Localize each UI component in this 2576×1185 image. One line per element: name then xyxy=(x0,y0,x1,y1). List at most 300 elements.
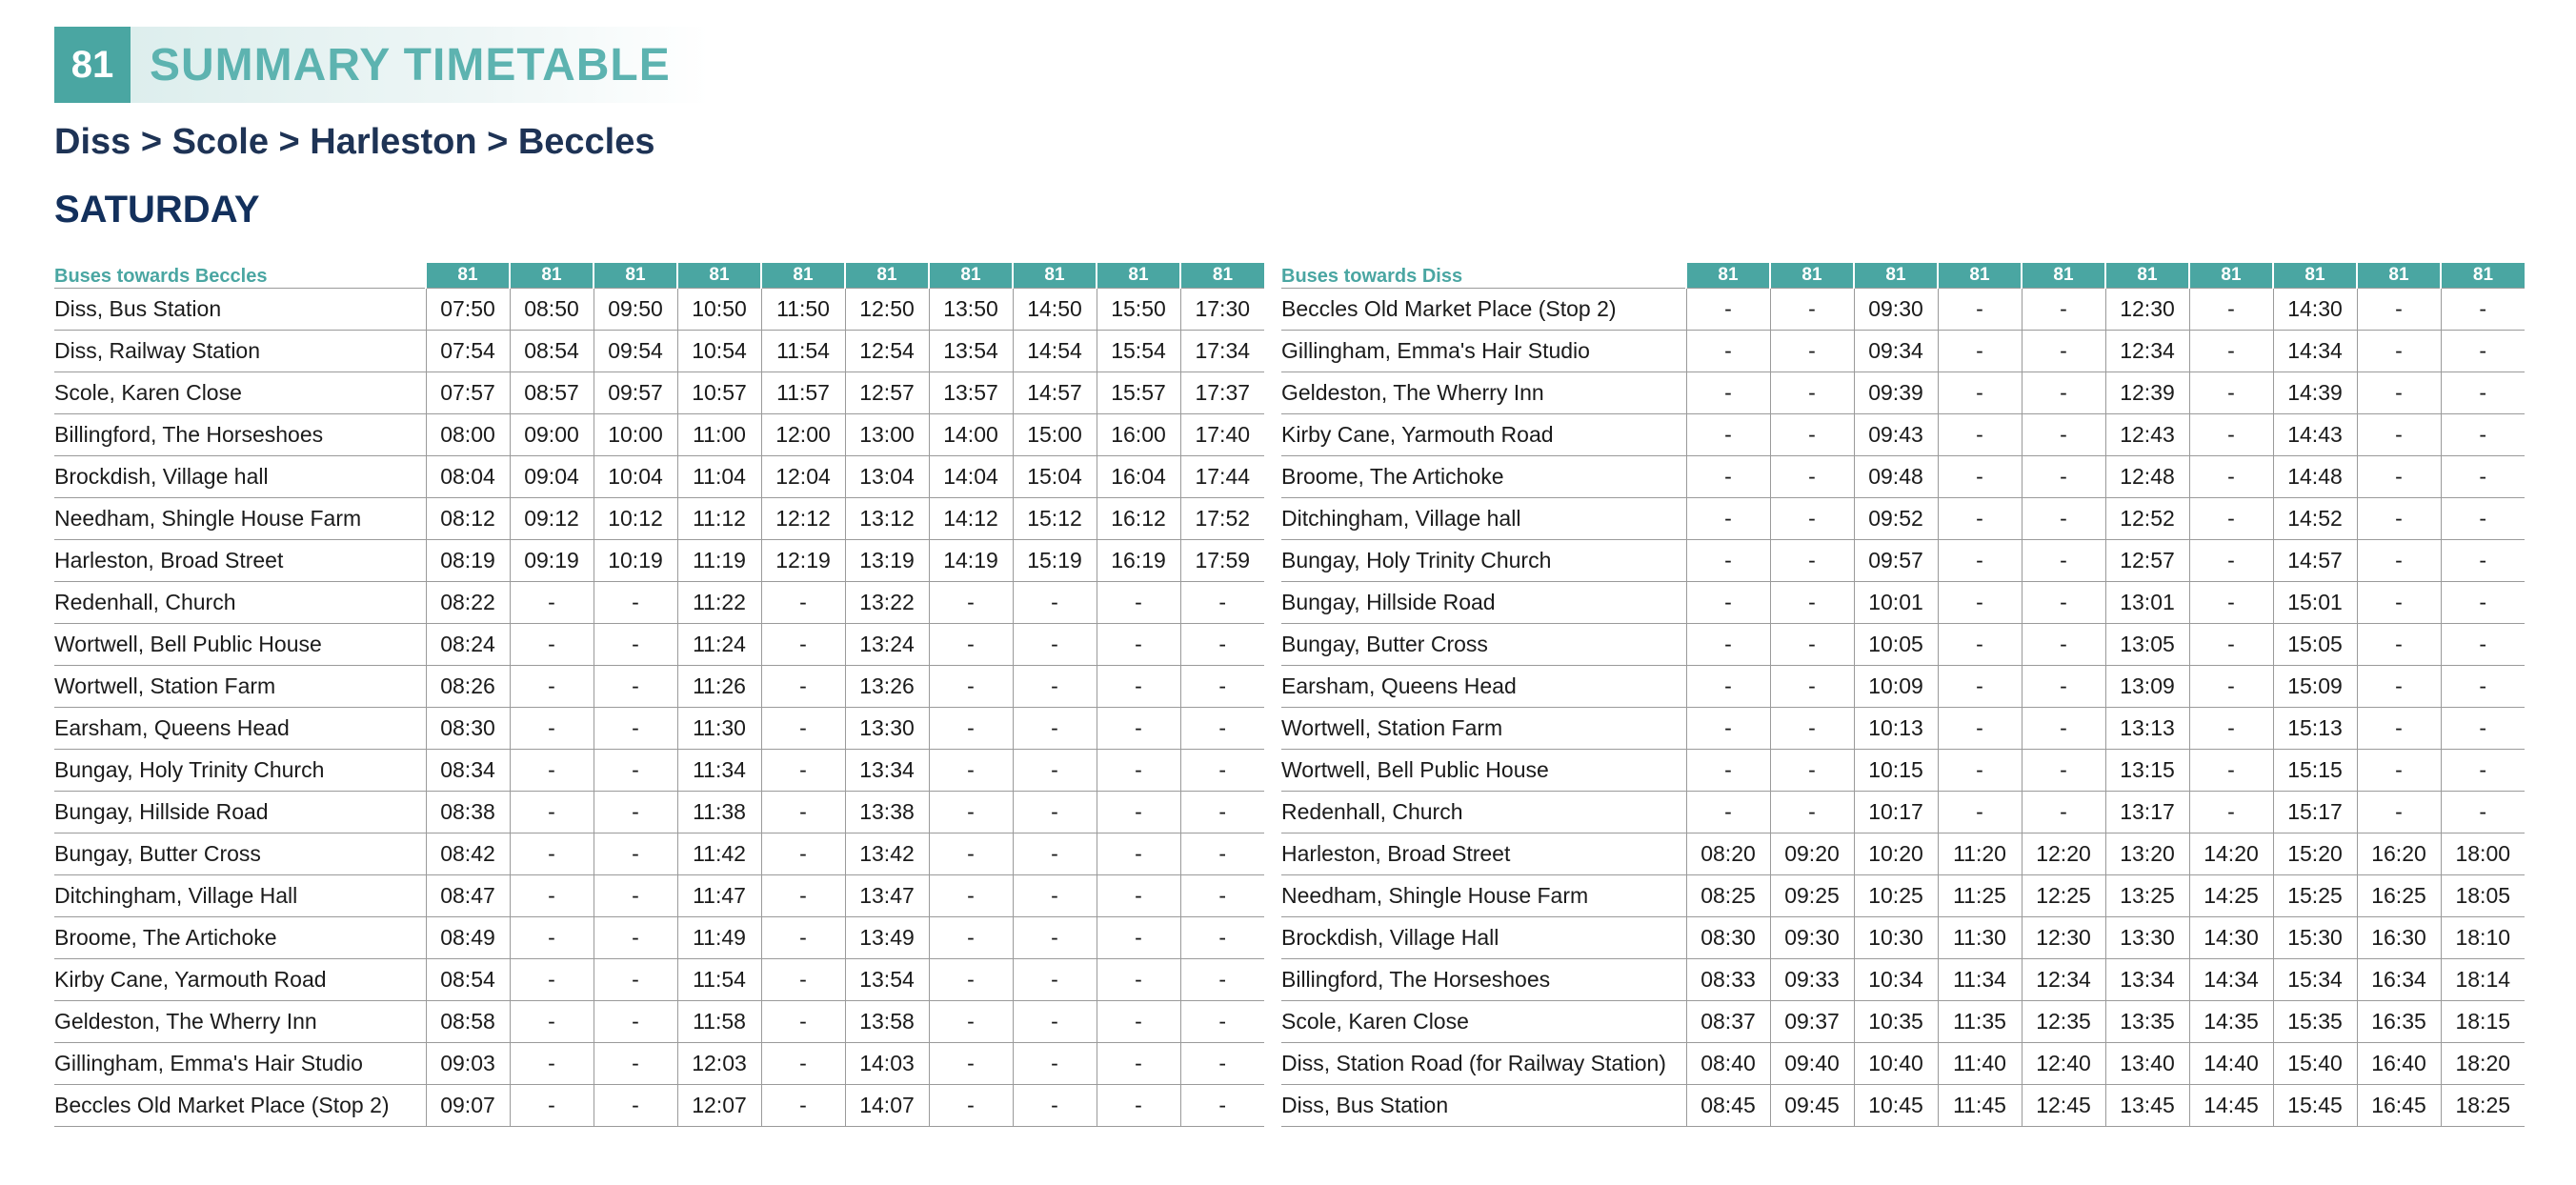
departure-time: 13:42 xyxy=(845,834,929,875)
stop-name: Wortwell, Bell Public House xyxy=(1281,750,1686,792)
departure-time: 08:20 xyxy=(1686,834,1770,875)
departure-time: 14:30 xyxy=(2273,289,2357,331)
departure-time: - xyxy=(1938,792,2022,834)
departure-time: - xyxy=(2022,708,2105,750)
departure-time: - xyxy=(1097,959,1180,1001)
departure-time: 12:19 xyxy=(761,540,845,582)
departure-time: - xyxy=(1770,708,1854,750)
departure-time: - xyxy=(2022,582,2105,624)
departure-time: 09:00 xyxy=(510,414,594,456)
table-row xyxy=(54,1001,1264,1043)
stop-name: Broome, The Artichoke xyxy=(1281,456,1686,498)
departure-time: 11:26 xyxy=(677,666,761,708)
table-row xyxy=(1281,540,2525,582)
departure-time: - xyxy=(1686,414,1770,456)
departure-time: - xyxy=(1097,834,1180,875)
departure-time: - xyxy=(2022,540,2105,582)
departure-time: 17:40 xyxy=(1180,414,1264,456)
timetable-header xyxy=(54,27,709,103)
departure-time: 18:00 xyxy=(2441,834,2525,875)
departure-time: - xyxy=(2441,498,2525,540)
departure-time: - xyxy=(2441,708,2525,750)
departure-time: 09:33 xyxy=(1770,959,1854,1001)
departure-time: 14:54 xyxy=(1013,331,1097,372)
departure-time: 15:00 xyxy=(1013,414,1097,456)
departure-time: 13:15 xyxy=(2105,750,2189,792)
departure-time: - xyxy=(2022,498,2105,540)
table-body xyxy=(54,289,1264,1127)
departure-time: 11:57 xyxy=(761,372,845,414)
departure-time: - xyxy=(510,666,594,708)
timetable-towards-beccles xyxy=(54,263,1264,1127)
departure-time: - xyxy=(1770,540,1854,582)
departure-time: - xyxy=(1938,289,2022,331)
departure-time: 16:40 xyxy=(2357,1043,2441,1085)
departure-time: - xyxy=(1770,792,1854,834)
departure-time: - xyxy=(1938,372,2022,414)
departure-time: - xyxy=(1686,666,1770,708)
departure-time: 10:12 xyxy=(594,498,677,540)
departure-time: 09:34 xyxy=(1854,331,1938,372)
departure-time: - xyxy=(1770,666,1854,708)
departure-time: - xyxy=(1938,666,2022,708)
departure-time: 15:45 xyxy=(2273,1085,2357,1127)
departure-time: 08:30 xyxy=(426,708,510,750)
table-row xyxy=(54,582,1264,624)
departure-time: - xyxy=(1180,917,1264,959)
departure-time: - xyxy=(2357,498,2441,540)
departure-time: - xyxy=(1097,1085,1180,1127)
departure-time: 14:07 xyxy=(845,1085,929,1127)
departure-time: - xyxy=(2441,372,2525,414)
departure-time: - xyxy=(594,959,677,1001)
stop-name: Diss, Railway Station xyxy=(54,331,426,372)
departure-time: - xyxy=(2189,708,2273,750)
departure-time: 14:12 xyxy=(929,498,1013,540)
table-row xyxy=(1281,708,2525,750)
table-row xyxy=(54,834,1264,875)
departure-time: 09:03 xyxy=(426,1043,510,1085)
departure-time: - xyxy=(1097,792,1180,834)
departure-time: 11:54 xyxy=(761,331,845,372)
departure-time: 17:52 xyxy=(1180,498,1264,540)
table-row xyxy=(54,540,1264,582)
stop-name: Needham, Shingle House Farm xyxy=(54,498,426,540)
route-column-header: 81 xyxy=(2189,263,2273,289)
departure-time: - xyxy=(2357,582,2441,624)
departure-time: - xyxy=(1938,708,2022,750)
departure-time: 08:54 xyxy=(426,959,510,1001)
departure-time: - xyxy=(2022,331,2105,372)
departure-time: 10:04 xyxy=(594,456,677,498)
departure-time: - xyxy=(510,582,594,624)
table-row xyxy=(1281,372,2525,414)
departure-time: - xyxy=(2189,372,2273,414)
departure-time: 14:25 xyxy=(2189,875,2273,917)
departure-time: - xyxy=(1180,708,1264,750)
route-column-header: 81 xyxy=(677,263,761,289)
departure-time: 11:30 xyxy=(1938,917,2022,959)
table-row xyxy=(54,708,1264,750)
departure-time: 08:24 xyxy=(426,624,510,666)
departure-time: - xyxy=(2189,582,2273,624)
departure-time: 10:15 xyxy=(1854,750,1938,792)
departure-time: 16:34 xyxy=(2357,959,2441,1001)
departure-time: 14:50 xyxy=(1013,289,1097,331)
departure-time: 12:50 xyxy=(845,289,929,331)
departure-time: 12:30 xyxy=(2105,289,2189,331)
departure-time: 13:38 xyxy=(845,792,929,834)
stop-name: Bungay, Hillside Road xyxy=(54,792,426,834)
departure-time: - xyxy=(2357,540,2441,582)
departure-time: 12:34 xyxy=(2105,331,2189,372)
stop-name: Wortwell, Bell Public House xyxy=(54,624,426,666)
table-row xyxy=(54,456,1264,498)
departure-time: 13:49 xyxy=(845,917,929,959)
departure-time: - xyxy=(1013,1001,1097,1043)
departure-time: 16:20 xyxy=(2357,834,2441,875)
departure-time: 09:37 xyxy=(1770,1001,1854,1043)
route-column-header: 81 xyxy=(1686,263,1770,289)
stop-name: Scole, Karen Close xyxy=(54,372,426,414)
departure-time: 18:15 xyxy=(2441,1001,2525,1043)
departure-time: 10:57 xyxy=(677,372,761,414)
departure-time: - xyxy=(1770,624,1854,666)
departure-time: - xyxy=(594,624,677,666)
departure-time: 10:25 xyxy=(1854,875,1938,917)
departure-time: 12:45 xyxy=(2022,1085,2105,1127)
departure-time: - xyxy=(1180,750,1264,792)
departure-time: - xyxy=(1686,456,1770,498)
departure-time: - xyxy=(1180,624,1264,666)
departure-time: - xyxy=(510,959,594,1001)
departure-time: - xyxy=(1686,540,1770,582)
departure-time: - xyxy=(2189,792,2273,834)
departure-time: 11:54 xyxy=(677,959,761,1001)
table-row xyxy=(1281,414,2525,456)
departure-time: - xyxy=(929,917,1013,959)
stop-name: Bungay, Butter Cross xyxy=(54,834,426,875)
departure-time: 15:40 xyxy=(2273,1043,2357,1085)
departure-time: 11:12 xyxy=(677,498,761,540)
departure-time: 09:43 xyxy=(1854,414,1938,456)
departure-time: - xyxy=(1938,331,2022,372)
departure-time: - xyxy=(929,1001,1013,1043)
departure-time: - xyxy=(761,624,845,666)
departure-time: 08:22 xyxy=(426,582,510,624)
departure-time: - xyxy=(2441,792,2525,834)
departure-time: - xyxy=(2022,624,2105,666)
table-row xyxy=(54,624,1264,666)
route-column-header: 81 xyxy=(845,263,929,289)
departure-time: 13:45 xyxy=(2105,1085,2189,1127)
departure-time: 12:04 xyxy=(761,456,845,498)
departure-time: 15:19 xyxy=(1013,540,1097,582)
title-strip xyxy=(131,27,709,103)
departure-time: 12:25 xyxy=(2022,875,2105,917)
departure-time: - xyxy=(510,792,594,834)
stop-name: Bungay, Holy Trinity Church xyxy=(1281,540,1686,582)
departure-time: 09:54 xyxy=(594,331,677,372)
departure-time: 14:30 xyxy=(2189,917,2273,959)
stop-name: Broome, The Artichoke xyxy=(54,917,426,959)
departure-time: 14:00 xyxy=(929,414,1013,456)
departure-time: - xyxy=(2357,456,2441,498)
departure-time: 09:52 xyxy=(1854,498,1938,540)
departure-time: 11:25 xyxy=(1938,875,2022,917)
departure-time: - xyxy=(1180,1043,1264,1085)
departure-time: 14:34 xyxy=(2273,331,2357,372)
route-column-header: 81 xyxy=(929,263,1013,289)
departure-time: - xyxy=(510,1085,594,1127)
departure-time: 15:25 xyxy=(2273,875,2357,917)
departure-time: 08:00 xyxy=(426,414,510,456)
departure-time: 08:30 xyxy=(1686,917,1770,959)
table-row xyxy=(1281,666,2525,708)
departure-time: 15:57 xyxy=(1097,372,1180,414)
departure-time: 09:50 xyxy=(594,289,677,331)
departure-time: - xyxy=(1180,959,1264,1001)
departure-time: 15:54 xyxy=(1097,331,1180,372)
departure-time: 11:20 xyxy=(1938,834,2022,875)
departure-time: - xyxy=(1686,708,1770,750)
departure-time: 15:50 xyxy=(1097,289,1180,331)
stop-name: Gillingham, Emma's Hair Studio xyxy=(1281,331,1686,372)
table-row xyxy=(54,1043,1264,1085)
departure-time: 08:26 xyxy=(426,666,510,708)
departure-time: 13:54 xyxy=(929,331,1013,372)
departure-time: - xyxy=(1013,792,1097,834)
departure-time: 11:45 xyxy=(1938,1085,2022,1127)
table-row xyxy=(54,917,1264,959)
departure-time: 11:49 xyxy=(677,917,761,959)
departure-time: 08:49 xyxy=(426,917,510,959)
departure-time: - xyxy=(1097,666,1180,708)
departure-time: 11:34 xyxy=(677,750,761,792)
departure-time: - xyxy=(761,959,845,1001)
departure-time: - xyxy=(929,792,1013,834)
departure-time: - xyxy=(761,666,845,708)
departure-time: - xyxy=(1013,708,1097,750)
departure-time: 17:37 xyxy=(1180,372,1264,414)
departure-time: 10:00 xyxy=(594,414,677,456)
departure-time: 13:57 xyxy=(929,372,1013,414)
departure-time: 13:04 xyxy=(845,456,929,498)
departure-time: - xyxy=(2189,750,2273,792)
stop-name: Diss, Station Road (for Railway Station) xyxy=(1281,1043,1686,1085)
departure-time: 10:09 xyxy=(1854,666,1938,708)
departure-time: 11:00 xyxy=(677,414,761,456)
departure-time: 16:25 xyxy=(2357,875,2441,917)
departure-time: - xyxy=(1013,834,1097,875)
table-row xyxy=(54,666,1264,708)
table-row xyxy=(1281,582,2525,624)
departure-time: 10:13 xyxy=(1854,708,1938,750)
departure-time: 09:12 xyxy=(510,498,594,540)
departure-time: 13:34 xyxy=(2105,959,2189,1001)
departure-time: - xyxy=(761,834,845,875)
departure-time: 08:58 xyxy=(426,1001,510,1043)
departure-time: 13:20 xyxy=(2105,834,2189,875)
departure-time: 11:58 xyxy=(677,1001,761,1043)
departure-time: 11:24 xyxy=(677,624,761,666)
departure-time: - xyxy=(2357,708,2441,750)
table-row xyxy=(1281,875,2525,917)
departure-time: - xyxy=(1097,750,1180,792)
departure-time: 14:20 xyxy=(2189,834,2273,875)
departure-time: 16:19 xyxy=(1097,540,1180,582)
departure-time: 15:20 xyxy=(2273,834,2357,875)
departure-time: 07:54 xyxy=(426,331,510,372)
departure-time: - xyxy=(1097,875,1180,917)
departure-time: - xyxy=(510,834,594,875)
departure-time: 12:39 xyxy=(2105,372,2189,414)
departure-time: - xyxy=(510,1043,594,1085)
departure-time: 16:04 xyxy=(1097,456,1180,498)
departure-time: 09:20 xyxy=(1770,834,1854,875)
departure-time: - xyxy=(2022,289,2105,331)
departure-time: 17:44 xyxy=(1180,456,1264,498)
departure-time: - xyxy=(2357,792,2441,834)
departure-time: 08:25 xyxy=(1686,875,1770,917)
departure-time: - xyxy=(1770,582,1854,624)
stop-name: Billingford, The Horseshoes xyxy=(54,414,426,456)
route-column-header: 81 xyxy=(761,263,845,289)
table-row xyxy=(1281,959,2525,1001)
departure-time: 10:34 xyxy=(1854,959,1938,1001)
departure-time: - xyxy=(1938,624,2022,666)
departure-time: 08:42 xyxy=(426,834,510,875)
departure-time: 10:54 xyxy=(677,331,761,372)
departure-time: - xyxy=(1097,582,1180,624)
departure-time: 13:13 xyxy=(2105,708,2189,750)
departure-time: 13:01 xyxy=(2105,582,2189,624)
departure-time: 15:04 xyxy=(1013,456,1097,498)
stop-name: Scole, Karen Close xyxy=(1281,1001,1686,1043)
departure-time: 07:50 xyxy=(426,289,510,331)
departure-time: 13:19 xyxy=(845,540,929,582)
departure-time: 13:30 xyxy=(845,708,929,750)
departure-time: 14:04 xyxy=(929,456,1013,498)
departure-time: - xyxy=(1180,1085,1264,1127)
departure-time: - xyxy=(510,875,594,917)
departure-time: - xyxy=(761,875,845,917)
route-description: Diss > Scole > Harleston > Beccles xyxy=(54,122,655,162)
departure-time: - xyxy=(1938,414,2022,456)
departure-time: 14:45 xyxy=(2189,1085,2273,1127)
departure-time: 12:57 xyxy=(845,372,929,414)
departure-time: - xyxy=(594,1001,677,1043)
departure-time: 11:38 xyxy=(677,792,761,834)
departure-time: 15:12 xyxy=(1013,498,1097,540)
departure-time: 13:25 xyxy=(2105,875,2189,917)
departure-time: - xyxy=(1097,624,1180,666)
departure-time: - xyxy=(1013,917,1097,959)
departure-time: 11:04 xyxy=(677,456,761,498)
departure-time: 11:30 xyxy=(677,708,761,750)
departure-time: - xyxy=(2189,331,2273,372)
departure-time: - xyxy=(1013,1085,1097,1127)
departure-time: - xyxy=(2022,750,2105,792)
departure-time: - xyxy=(1013,1043,1097,1085)
departure-time: 08:04 xyxy=(426,456,510,498)
table-row xyxy=(54,750,1264,792)
table-row xyxy=(54,1085,1264,1127)
departure-time: - xyxy=(761,1001,845,1043)
departure-time: 11:40 xyxy=(1938,1043,2022,1085)
departure-time: - xyxy=(1770,331,1854,372)
stop-name: Ditchingham, Village Hall xyxy=(54,875,426,917)
departure-time: 13:24 xyxy=(845,624,929,666)
departure-time: 13:34 xyxy=(845,750,929,792)
departure-time: - xyxy=(1180,834,1264,875)
departure-time: 12:30 xyxy=(2022,917,2105,959)
departure-time: 13:22 xyxy=(845,582,929,624)
departure-time: - xyxy=(594,666,677,708)
departure-time: - xyxy=(2022,414,2105,456)
departure-time: - xyxy=(2022,792,2105,834)
stop-name: Bungay, Holy Trinity Church xyxy=(54,750,426,792)
departure-time: - xyxy=(1180,666,1264,708)
route-column-header: 81 xyxy=(2273,263,2357,289)
departure-time: 12:48 xyxy=(2105,456,2189,498)
departure-time: 12:07 xyxy=(677,1085,761,1127)
departure-time: - xyxy=(510,917,594,959)
departure-time: - xyxy=(594,792,677,834)
departure-time: - xyxy=(929,666,1013,708)
departure-time: 15:05 xyxy=(2273,624,2357,666)
departure-time: 08:37 xyxy=(1686,1001,1770,1043)
departure-time: 10:45 xyxy=(1854,1085,1938,1127)
departure-time: - xyxy=(2441,624,2525,666)
table-row xyxy=(54,331,1264,372)
departure-time: 15:01 xyxy=(2273,582,2357,624)
departure-time: 18:05 xyxy=(2441,875,2525,917)
departure-time: - xyxy=(1013,959,1097,1001)
stop-name: Diss, Bus Station xyxy=(1281,1085,1686,1127)
departure-time: - xyxy=(1686,792,1770,834)
departure-time: 11:50 xyxy=(761,289,845,331)
departure-time: - xyxy=(1938,540,2022,582)
departure-time: - xyxy=(1013,624,1097,666)
table-row xyxy=(1281,917,2525,959)
departure-time: 10:20 xyxy=(1854,834,1938,875)
stop-name: Brockdish, Village hall xyxy=(54,456,426,498)
departure-time: 13:58 xyxy=(845,1001,929,1043)
departure-time: 10:50 xyxy=(677,289,761,331)
departure-time: - xyxy=(1097,1043,1180,1085)
departure-time: - xyxy=(1180,792,1264,834)
departure-time: 08:12 xyxy=(426,498,510,540)
departure-time: 08:40 xyxy=(1686,1043,1770,1085)
stop-name: Ditchingham, Village hall xyxy=(1281,498,1686,540)
departure-time: 12:54 xyxy=(845,331,929,372)
departure-time: - xyxy=(2189,666,2273,708)
departure-time: - xyxy=(1770,289,1854,331)
departure-time: - xyxy=(929,708,1013,750)
table-row xyxy=(54,875,1264,917)
departure-time: 13:12 xyxy=(845,498,929,540)
stop-name: Brockdish, Village Hall xyxy=(1281,917,1686,959)
table-row xyxy=(54,289,1264,331)
departure-time: - xyxy=(929,959,1013,1001)
table-row xyxy=(1281,1001,2525,1043)
departure-time: 13:40 xyxy=(2105,1043,2189,1085)
departure-time: 14:35 xyxy=(2189,1001,2273,1043)
route-column-header: 81 xyxy=(1013,263,1097,289)
departure-time: - xyxy=(1097,1001,1180,1043)
departure-time: - xyxy=(2357,666,2441,708)
